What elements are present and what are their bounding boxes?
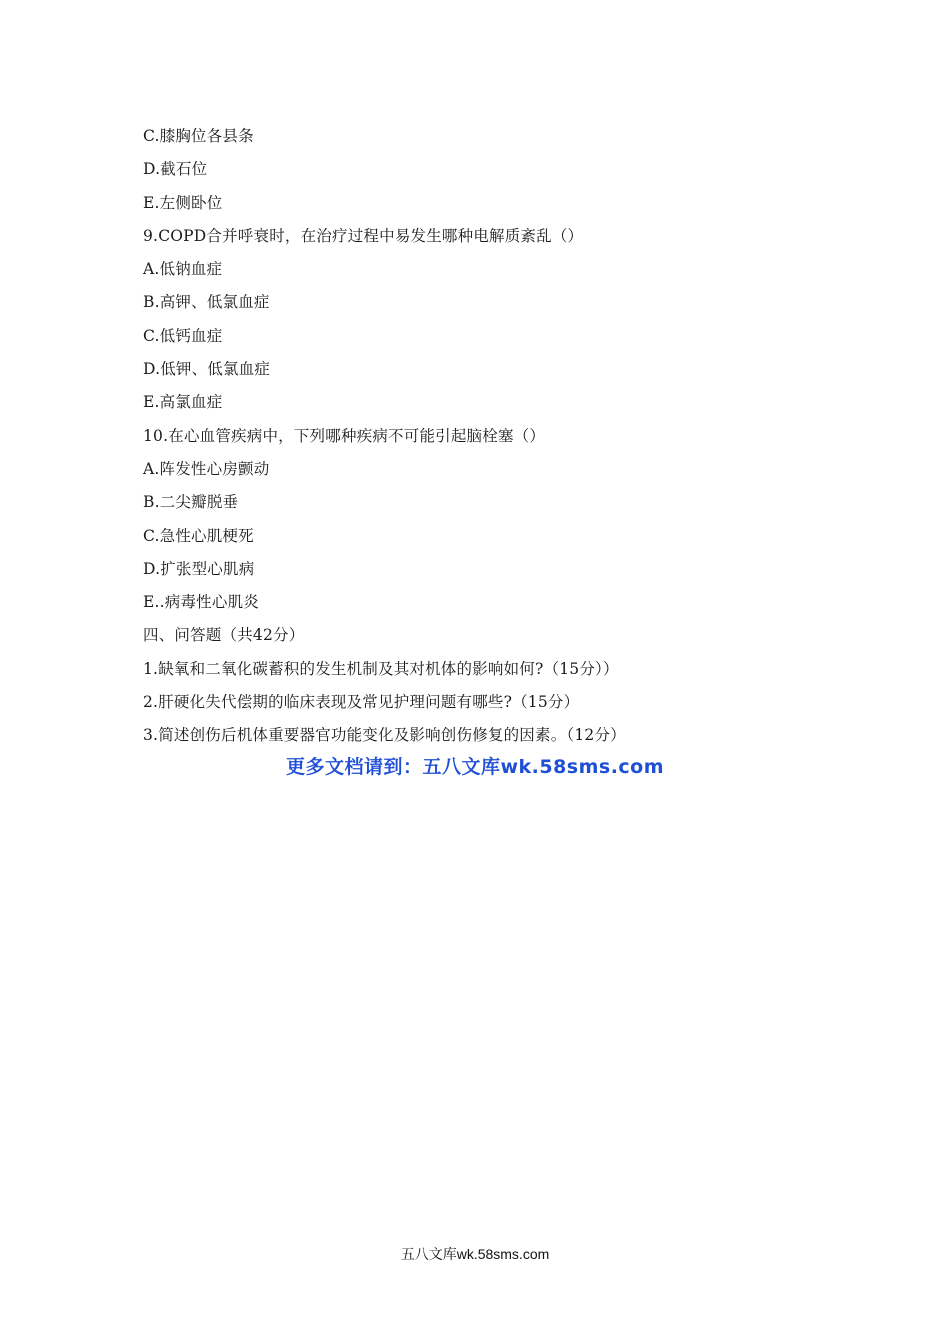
promo-link[interactable]: 更多文档请到：五八文库wk.58sms.com [285, 756, 665, 778]
essay-question-2: 2.肝硬化失代偿期的临床表现及常见护理问题有哪些?（15分） [143, 693, 580, 712]
option-e-position: E.左侧卧位 [143, 193, 223, 212]
essay-question-1: 1.缺氧和二氧化碳蓄积的发生机制及其对机体的影响如何?（15分）） [143, 659, 619, 678]
question-9-option-a: A.低钠血症 [143, 260, 223, 279]
question-10-option-d: D.扩张型心肌病 [143, 559, 255, 578]
option-c-position: C.膝胸位各县条 [143, 127, 254, 145]
question-9-option-b: B.高钾、低氯血症 [143, 293, 270, 312]
question-9-option-d: D.低钾、低氯血症 [143, 360, 271, 379]
option-d-position: D.截石位 [143, 160, 208, 179]
question-9-option-e: E.高氯血症 [143, 393, 223, 412]
question-10-option-a: A.阵发性心房颤动 [143, 459, 270, 478]
question-list [143, 122, 843, 755]
question-10-option-e: E..病毒性心肌炎 [143, 593, 259, 612]
essay-question-3: 3.简述创伤后机体重要器官功能变化及影响创伤修复的因素。（12分） [143, 726, 626, 745]
question-10-option-b: B.二尖瓣脱垂 [143, 493, 239, 512]
question-9: 9.COPD合并呼衰时，在治疗过程中易发生哪种电解质紊乱（） [143, 226, 584, 245]
question-10: 10.在心血管疾病中，下列哪种疾病不可能引起脑栓塞（） [143, 426, 546, 445]
question-9-option-c: C.低钙血症 [143, 326, 223, 345]
section-heading: 四、问答题（共42分） [143, 626, 305, 645]
question-10-option-c: C.急性心肌梗死 [143, 526, 254, 545]
page-footer: 五八文库wk.58sms.com [400, 1246, 550, 1262]
